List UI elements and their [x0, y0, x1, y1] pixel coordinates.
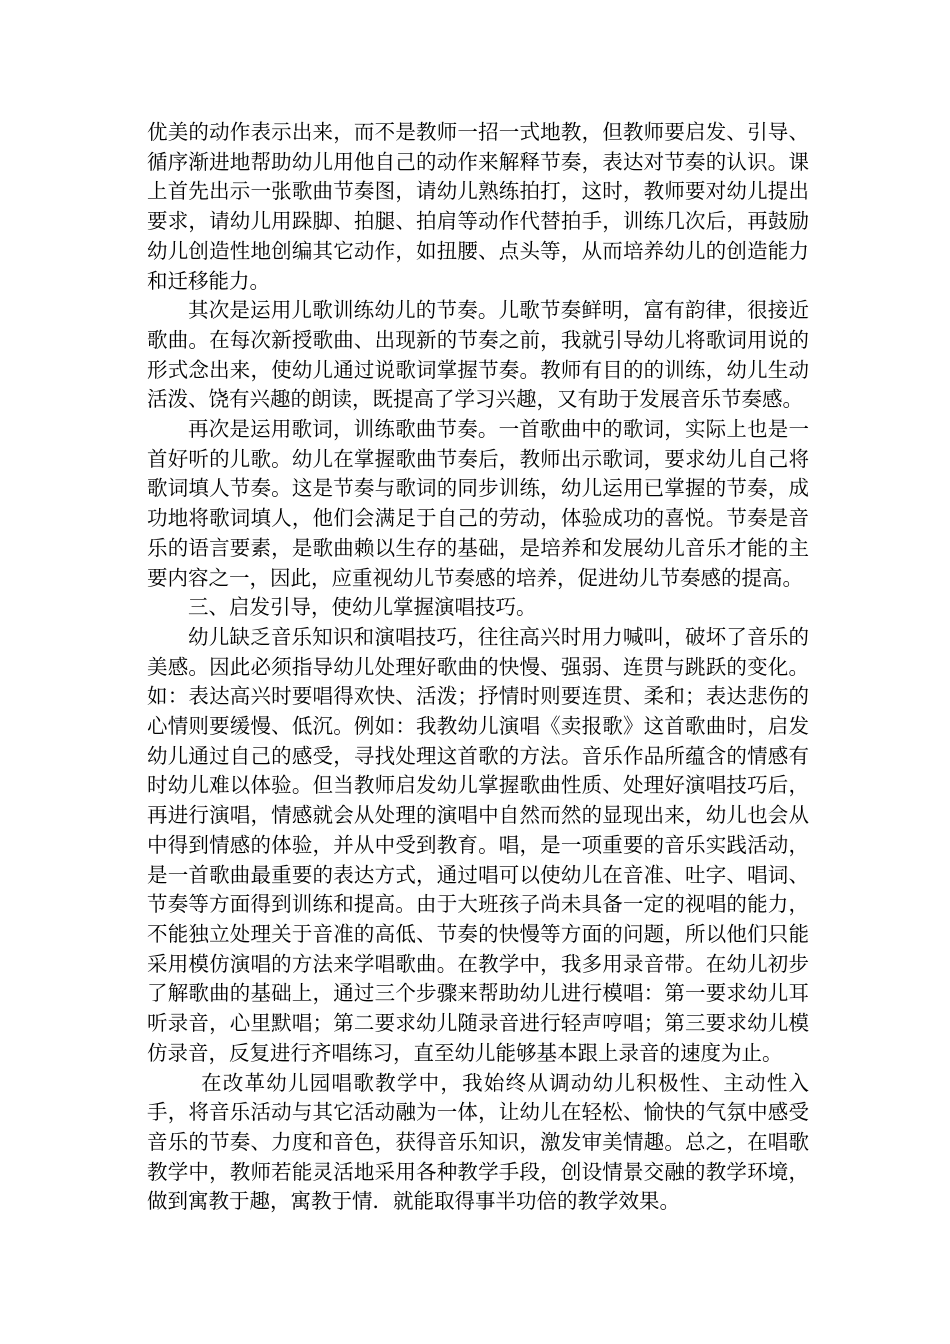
section-heading-singing-skills: 三、启发引导，使幼儿掌握演唱技巧。	[188, 595, 537, 620]
paragraph-nursery-rhymes: 其次是运用儿歌训练幼儿的节奏。儿歌节奏鲜明，富有韵律，很接近歌曲。在每次新授歌曲、出现新的节奏之前，我就引导幼儿将歌词用说的形式念出来，使幼儿通过说歌词掌握节奏。教师有目的的训练，幼儿生动活泼、饶有兴趣的朗读，既提高了学习兴趣，又有助于发展音乐节奏感。	[147, 298, 809, 412]
paragraph-continuation: 优美的动作表示出来，而不是教师一招一式地教，但教师要启发、引导、循序渐进地帮助幼儿用他自己的动作来解释节奏，表达对节奏的认识。课上首先出示一张歌曲节奏图，请幼儿熟练拍打，这时，教师要对幼儿提出要求，请幼儿用跺脚、拍腿、拍肩等动作代替拍手，训练几次后，再鼓励幼儿创造性地创编其它动作，如扭腰、点头等，从而培养幼儿的创造能力和迁移能力。	[147, 120, 809, 293]
paragraph-singing-skills: 幼儿缺乏音乐知识和演唱技巧，往往高兴时用力喊叫，破坏了音乐的美感。因此必须指导幼儿处理好歌曲的快慢、强弱、连贯与跳跃的变化。如：表达高兴时要唱得欢快、活泼；抒情时则要连贯、柔和；表达悲伤的心情则要缓慢、低沉。例如：我教幼儿演唱《卖报歌》这首歌曲时，启发幼儿通过自己的感受，寻找处理这首歌的方法。音乐作品所蕴含的情感有时幼儿难以体验。但当教师启发幼儿掌握歌曲性质、处理好演唱技巧后，再进行演唱，情感就会从处理的演唱中自然而然的显现出来，幼儿也会从中得到情感的体验，并从中受到教育。唱，是一项重要的音乐实践活动，是一首歌曲最重要的表达方式，通过唱可以使幼儿在音准、吐字、唱词、节奏等方面得到训练和提高。由于大班孩子尚未具备一定的视唱的能力，不能独立处理关于音准的高低、节奏的快慢等方面的问题，所以他们只能采用模仿演唱的方法来学唱歌曲。在教学中，我多用录音带。在幼儿初步了解歌曲的基础上，通过三个步骤来帮助幼儿进行模唱：第一要求幼儿耳听录音，心里默唱；第二要求幼儿随录音进行轻声哼唱；第三要求幼儿模仿录音，反复进行齐唱练习，直至幼儿能够基本跟上录音的速度为止。	[147, 624, 809, 1065]
paragraph-lyrics-rhythm: 再次是运用歌词，训练歌曲节奏。一首歌曲中的歌词，实际上也是一首好听的儿歌。幼儿在掌握歌曲节奏后，教师出示歌词，要求幼儿自己将歌词填人节奏。这是节奏与歌词的同步训练，幼儿运用已掌握的节奏，成功地将歌词填人，他们会满足于自己的劳动，体验成功的喜悦。节奏是音乐的语言要素，是歌曲赖以生存的基础，是培养和发展幼儿音乐才能的主要内容之一，因此，应重视幼儿节奏感的培养，促进幼儿节奏感的提高。	[147, 417, 809, 590]
paragraph-conclusion: 在改革幼儿园唱歌教学中，我始终从调动幼儿积极性、主动性入手，将音乐活动与其它活动融为一体，让幼儿在轻松、愉快的气氛中感受音乐的节奏、力度和音色，获得音乐知识，激发审美情趣。总之，在唱歌教学中，教师若能灵活地采用各种教学手段，创设情景交融的教学环境，做到寓教于趣，寓教于情．就能取得事半功倍的教学效果。	[147, 1070, 809, 1214]
document-body	[147, 118, 809, 1217]
